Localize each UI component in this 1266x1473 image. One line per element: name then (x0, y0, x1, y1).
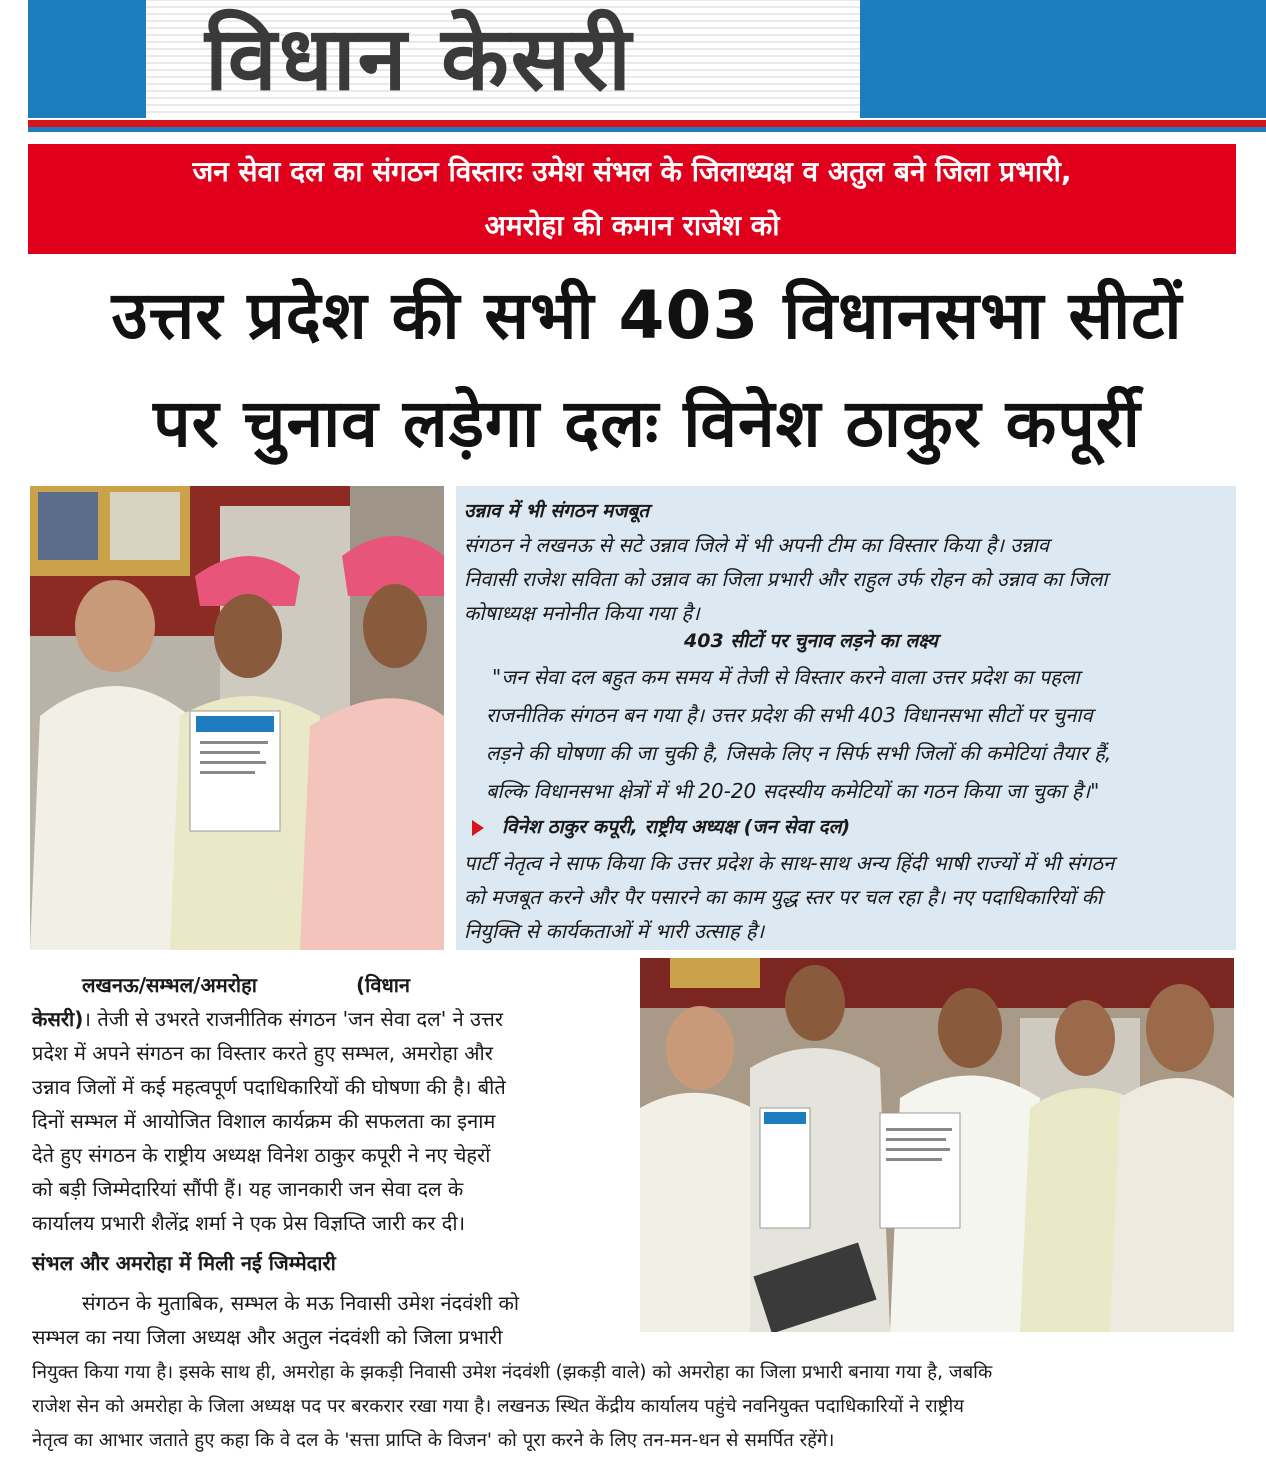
news-photo-ceremony-2 (640, 958, 1234, 1332)
article-dateline: लखनऊ/सम्भल/अमरोहा (82, 973, 257, 997)
masthead-band-right (860, 0, 1266, 118)
article-dateline-paper: (विधान (356, 973, 411, 997)
info-quote-line-1: "जन सेवा दल बहुत कम समय में तेजी से विस्तार करने वाला उत्तर प्रदेश का पहला (492, 665, 1080, 689)
info-heading-unnao: उन्नाव में भी संगठन मजबूत (464, 500, 650, 522)
info-para-1-line-1: संगठन ने लखनऊ से सटे उन्नाव जिले में भी अपनी टीम का विस्तार किया है। उन्नाव (464, 533, 1049, 557)
info-para-1-line-2: निवासी राजेश सविता को उन्नाव का जिला प्रभारी और राहुल उर्फ रोहन को उन्नाव का जिला (464, 567, 1108, 591)
info-para-1-line-3: कोषाध्यक्ष मनोनीत किया गया है। (464, 601, 700, 625)
info-para-2-line-1: पार्टी नेतृत्व ने साफ किया कि उत्तर प्रदेश के साथ-साथ अन्य हिंदी भाषी राज्यों में भी संगठन (464, 851, 1115, 875)
article-para-1-line-2: प्रदेश में अपने संगठन का विस्तार करते हुए सम्भल, अमरोहा और (32, 1041, 493, 1065)
masthead-rule-red (28, 120, 1266, 127)
subheadline-line-2: अमरोहा की कमान राजेश को (484, 209, 780, 242)
masthead-band-left (28, 0, 146, 118)
article-subheading: संभल और अमरोहा में मिली नई जिम्मेदारी (32, 1251, 336, 1275)
article-para-1-line-7: कार्यालय प्रभारी शैलेंद्र शर्मा ने एक प्रेस विज्ञप्ति जारी कर दी। (32, 1211, 466, 1235)
article-para-2-line-3: नियुक्त किया गया है। इसके साथ ही, अमरोहा के झकड़ी निवासी उमेश नंदवंशी (झकड़ी वाले) को अमरोहा का जिला प्रभारी बनाया गया है, जबकि (32, 1362, 993, 1383)
info-quote-line-4: बल्कि विधानसभा क्षेत्रों में भी 20-20 सदस्यीय कमेटियों का गठन किया जा चुका है।" (486, 779, 1100, 803)
article-para-1-line-4: दिनों सम्भल में आयोजित विशाल कार्यक्रम की सफलता का इनाम (32, 1109, 496, 1133)
article-para-2-line-2: सम्भल का नया जिला अध्यक्ष और अतुल नंदवंशी को जिला प्रभारी (32, 1325, 503, 1349)
article-para-2-line-5: नेतृत्व का आभार जताते हुए कहा कि वे दल के 'सत्ता प्राप्ति के विजन' को पूरा करने के लिए तन-मन-धन से समर्पित रहेंगे। (32, 1430, 835, 1451)
headline-line-2: पर चुनाव लड़ेगा दलः विनेश ठाकुर कपूर्री (153, 385, 1141, 462)
article-para-2-line-4: राजेश सेन को अमरोहा के जिला अध्यक्ष पद पर बरकरार रखा गया है। लखनऊ स्थित केंद्रीय कार्यालय पहुंचे नवनियुक्त पदाधिकारियों ने राष्ट्रीय (32, 1396, 964, 1417)
info-para-2-line-3: नियुक्ति से कार्यकताओं में भारी उत्साह है। (464, 919, 765, 943)
article-para-1-line-1 (32, 1002, 503, 1036)
info-quote-line-3: लड़ने की घोषणा की जा चुकी है, जिसके लिए न सिर्फ सभी जिलों की कमेटियां तैयार हैं, (486, 741, 1112, 765)
masthead-rule-blue (28, 127, 1266, 132)
article-dateline-end: केसरी) (32, 1007, 84, 1031)
play-arrow-icon (472, 820, 484, 836)
info-attribution: विनेश ठाकुर कपूरी, राष्ट्रीय अध्यक्ष (जन सेवा दल) (502, 816, 851, 838)
article-para-2-line-1: संगठन के मुताबिक, सम्भल के मऊ निवासी उमेश नंदवंशी को (82, 1291, 520, 1315)
info-para-2-line-2: को मजबूत करने और पैर पसारने का काम युद्ध स्तर पर चल रहा है। नए पदाधिकारियों की (464, 885, 1103, 909)
article-para-1-first: । तेजी से उभरते राजनीतिक संगठन 'जन सेवा दल' ने उत्तर (83, 1007, 504, 1031)
info-heading-target: 403 सीटों पर चुनाव लड़ने का लक्ष्य (684, 630, 938, 652)
masthead-title: विधान केसरी (205, 7, 633, 110)
article-para-1-line-3: उन्नाव जिलों में कई महत्वपूर्ण पदाधिकारियों की घोषणा की है। बीते (32, 1075, 506, 1099)
headline-line-1: उत्तर प्रदेश की सभी 403 विधानसभा सीटों (111, 277, 1183, 354)
news-photo-ceremony-1 (30, 486, 444, 950)
subheadline-line-1: जन सेवा दल का संगठन विस्तारः उमेश संभल के जिलाध्यक्ष व अतुल बने जिला प्रभारी, (192, 155, 1072, 188)
info-quote-line-2: राजनीतिक संगठन बन गया है। उत्तर प्रदेश की सभी 403 विधानसभा सीटों पर चुनाव (486, 703, 1093, 727)
article-para-1-line-5: देते हुए संगठन के राष्ट्रीय अध्यक्ष विनेश ठाकुर कपूरी ने नए चेहरों (32, 1143, 491, 1167)
article-para-1-line-6: को बड़ी जिम्मेदारियां सौंपी हैं। यह जानकारी जन सेवा दल के (32, 1177, 464, 1201)
